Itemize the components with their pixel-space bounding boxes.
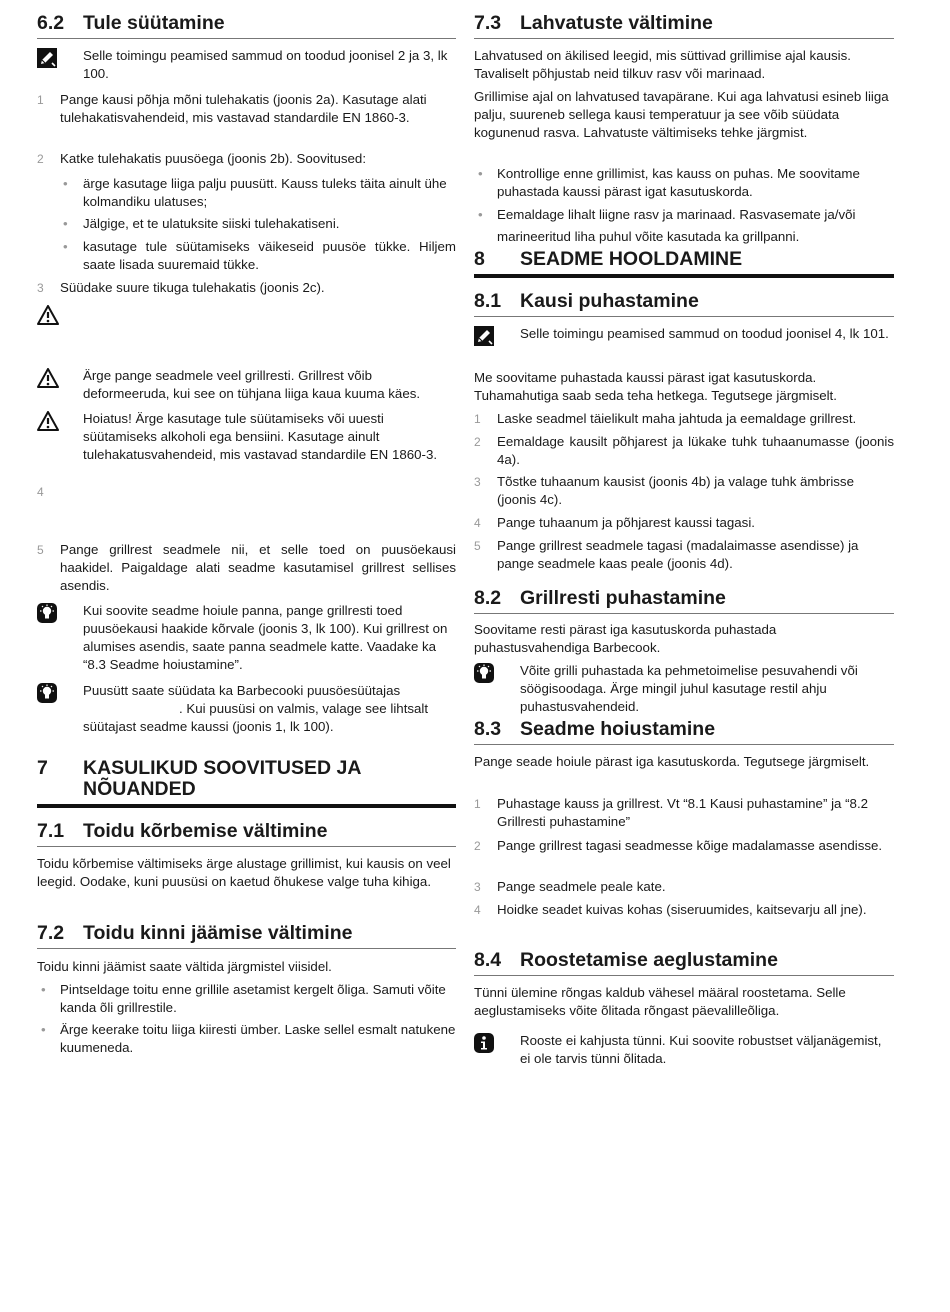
bullet-icon: •	[63, 176, 68, 191]
info-text: Rooste ei kahjusta tünni. Kui soovite robustset väljanägemist, ei ole tarvis tünni õlitada.	[520, 1033, 882, 1066]
warning-block-empty	[37, 304, 456, 326]
step-item	[474, 537, 894, 573]
tip-block	[37, 682, 456, 736]
heading-title: Toidu kõrbemise vältimine	[83, 820, 328, 842]
bullet-text: Pintseldage toitu enne grillile asetamist kergelt õliga. Samuti võite kanda õli grillrestile.	[60, 982, 446, 1015]
heading-8-1	[474, 290, 894, 317]
step-number: 4	[474, 903, 481, 917]
heading-number: 7.2	[37, 922, 65, 944]
bullet-item	[37, 1021, 456, 1057]
pencil-note-icon	[474, 326, 494, 346]
step-text: Hoidke seadet kuivas kohas (siseruumides, kaitsevarju all jne).	[497, 902, 867, 917]
step-text: Puhastage kauss ja grillrest. Vt “8.1 Kausi puhastamine” ja “8.2 Grillresti puhastamine”	[497, 796, 869, 829]
paragraph: Pange seade hoiule pärast iga kasutuskorda. Tegutsege järgmiselt.	[474, 754, 870, 769]
step-text: Pange grillrest seadmele nii, et selle toed on puusöekausi haakidel. Paigaldage alati seadme kasutamisel grillrest sellises asendis.	[60, 542, 456, 593]
step-number: 1	[37, 93, 44, 107]
heading-number: 8.4	[474, 949, 502, 971]
heading-number: 8.1	[474, 290, 502, 312]
bullet-item	[37, 175, 456, 211]
bullet-text-line: marineeritud liha puhul võite kasutada ka grillpanni.	[497, 229, 800, 244]
step-item	[474, 795, 894, 831]
step-text: Eemaldage kausilt põhjarest ja lükake tuhk tuhaanumasse (joonis 4a).	[497, 434, 894, 467]
heading-number: 7.1	[37, 820, 65, 842]
bullet-icon: •	[63, 216, 68, 231]
tip-text-line: süütajast seadme kaussi (joonis 1, lk 100).	[83, 719, 334, 734]
step-item	[474, 410, 894, 428]
heading-number: 8.2	[474, 587, 502, 609]
step-number: 2	[474, 839, 481, 853]
tip-text-line: . Kui puusüsi on valmis, valage see lihtsalt	[179, 701, 429, 716]
bullet-icon: •	[478, 166, 483, 181]
paragraph: Tünni ülemine rõngas kaldub vähesel määral roostetama. Selle aeglustamiseks võite õlitada rõngast päevalilleõliga.	[474, 985, 846, 1018]
note-figure-reference	[474, 325, 894, 343]
lightbulb-tip-icon	[37, 603, 57, 623]
heading-title: SEADME HOOLDAMINE	[520, 248, 743, 270]
step-text: Pange seadmele peale kate.	[497, 879, 666, 894]
heading-7-3	[474, 12, 894, 39]
bullet-item	[474, 206, 894, 246]
step-number: 4	[474, 516, 481, 530]
tip-text-line: Puusütt saate süüdata ka Barbecooki puusöesüütajas	[83, 683, 401, 698]
heading-8-2	[474, 587, 894, 614]
step-text: Laske seadmel täielikult maha jahtuda ja eemaldage grillrest.	[497, 411, 857, 426]
bullet-item	[37, 981, 456, 1017]
warning-triangle-icon	[37, 368, 57, 388]
pencil-note-icon	[37, 48, 57, 68]
bullet-icon: •	[478, 207, 483, 222]
step-number: 2	[37, 152, 44, 166]
bullet-icon: •	[41, 1022, 46, 1037]
lightbulb-tip-icon	[474, 663, 494, 683]
heading-number: 7	[37, 757, 48, 779]
step-number: 5	[474, 539, 481, 553]
tip-text: Kui soovite seadme hoiule panna, pange grillresti toed puusöekausi haakide kõrvale (joonis 3, lk 100). Kui grillrest on alumises asendis, saate panna seadmele katte. Vaadake ka “8.3 Seadme hoiustamine”.	[83, 603, 448, 672]
heading-title: Lahvatuste vältimine	[520, 12, 713, 34]
heading-7-1	[37, 820, 456, 847]
note-text: Selle toimingu peamised sammud on toodud joonisel 2 ja 3, lk 100.	[83, 48, 448, 81]
bullet-item	[37, 215, 456, 233]
note-text: Selle toimingu peamised sammud on toodud joonisel 4, lk 101.	[520, 326, 889, 341]
step-item	[474, 837, 894, 855]
step-number: 3	[37, 281, 44, 295]
step-item	[474, 433, 894, 469]
bullet-text: Jälgige, et te ulatuksite siiski tulehakatiseni.	[83, 216, 340, 231]
step-text: Pange grillrest seadmele tagasi (madalaimasse asendisse) ja pange seadmele kaas peale (joonis 4d).	[497, 538, 859, 571]
heading-title: KASULIKUD SOOVITUSED JA	[83, 757, 362, 779]
warning-triangle-icon	[37, 411, 57, 431]
lightbulb-tip-icon	[37, 683, 57, 703]
heading-8-4	[474, 949, 894, 976]
heading-title: Seadme hoiustamine	[520, 718, 716, 740]
bullet-text: kasutage tule süütamiseks väikeseid puusöe tükke. Hiljem saate lisada suuremaid tükke.	[83, 239, 456, 272]
info-block	[474, 1032, 894, 1068]
bullet-text-line: Eemaldage lihalt liigne rasv ja marinaad. Rasvasemate ja/või	[497, 207, 856, 222]
paragraph: Soovitame resti pärast iga kasutuskorda puhastada puhastusvahendiga Barbecook.	[474, 622, 777, 655]
step-text: Pange kausi põhja mõni tulehakatis (joonis 2a). Kasutage alati tulehakatisvahendeid, mis vastavad standardile EN 1860-3.	[60, 92, 427, 125]
bullet-icon: •	[41, 982, 46, 997]
warning-text: Ärge pange seadmele veel grillresti. Grillrest võib deformeeruda, kui see on tühjana liiga kaua kuuma käes.	[83, 368, 421, 401]
bullet-item	[474, 165, 894, 201]
heading-title: Kausi puhastamine	[520, 290, 699, 312]
step-item	[474, 901, 894, 919]
heading-title: Grillresti puhastamine	[520, 587, 726, 609]
warning-block	[37, 410, 456, 464]
step-number: 3	[474, 880, 481, 894]
step-text: Pange grillrest tagasi seadmesse kõige madalamasse asendisse.	[497, 838, 883, 853]
paragraph: Lahvatused on äkilised leegid, mis süttivad grillimise ajal kausis. Tavaliselt põhjustab neid tilkuv rasv või marinaad.	[474, 48, 851, 81]
bullet-icon: •	[63, 239, 68, 254]
info-icon	[474, 1033, 494, 1053]
heading-6-2	[37, 12, 456, 39]
heading-number: 8	[474, 248, 485, 270]
step-item	[474, 473, 894, 509]
step-item	[474, 514, 894, 532]
paragraph: Toidu kinni jäämist saate vältida järgmistel viisidel.	[37, 959, 332, 974]
heading-number: 7.3	[474, 12, 502, 34]
step-number: 1	[474, 797, 481, 811]
bullet-text: ärge kasutage liiga palju puusütt. Kauss tuleks täita ainult ühe kolmandiku ulatuses;	[83, 176, 447, 209]
step-text: Tõstke tuhaanum kausist (joonis 4b) ja valage tuhk ämbrisse (joonis 4c).	[497, 474, 854, 507]
heading-7-2	[37, 922, 456, 949]
warning-block	[37, 367, 456, 403]
step-number: 1	[474, 412, 481, 426]
step-item	[474, 878, 894, 896]
tip-block	[474, 662, 894, 716]
paragraph: Grillimise ajal on lahvatused tavapärane. Kui aga lahvatusi esineb liiga palju, suureneb sellega kausi temperatuur ja see võib süüdata kogunenud rasva. Lahvatuste vältimiseks tehke järgmist.	[474, 89, 889, 140]
step-number: 5	[37, 543, 44, 557]
warning-triangle-icon	[37, 305, 57, 325]
step-item	[37, 279, 456, 297]
step-item	[37, 541, 456, 595]
heading-title: Toidu kinni jäämise vältimine	[83, 922, 353, 944]
heading-title: NÕUANDED	[83, 778, 196, 800]
step-text: Pange tuhaanum ja põhjarest kaussi tagasi.	[497, 515, 755, 530]
step-item	[37, 150, 456, 168]
step-number: 3	[474, 475, 481, 489]
step-text: Katke tulehakatis puusöega (joonis 2b). Soovitused:	[60, 151, 367, 166]
step-number: 4	[37, 485, 44, 499]
heading-number: 6.2	[37, 12, 65, 34]
heading-title: Roostetamise aeglustamine	[520, 949, 778, 971]
heading-number: 8.3	[474, 718, 502, 740]
step-number: 2	[474, 435, 481, 449]
heading-7	[37, 758, 456, 808]
warning-text: Hoiatus! Ärge kasutage tule süütamiseks või uuesti süütamiseks alkoholi ega bensiini. Kasutage ainult tulehakatusvahendeid, mis vastavad standardile EN 1860-3.	[83, 411, 438, 462]
paragraph: Me soovitame puhastada kaussi pärast igat kasutuskorda. Tuhamahutiga saab seda teha hetkega. Tegutsege järgmiselt.	[474, 370, 837, 403]
step-text: Süüdake suure tikuga tulehakatis (joonis 2c).	[60, 280, 325, 295]
heading-8-3	[474, 718, 894, 745]
bullet-item	[37, 238, 456, 274]
bullet-text: Kontrollige enne grillimist, kas kauss on puhas. Me soovitame puhastada kaussi pärast igat kasutuskorda.	[497, 166, 860, 199]
heading-8	[474, 249, 894, 278]
tip-text: Võite grilli puhastada ka pehmetoimelise pesuvahendi või söögisoodaga. Ärge mingil juhul kasutage restil ahju puhastusvahendeid.	[520, 663, 858, 714]
step-item	[37, 91, 456, 127]
tip-block	[37, 602, 456, 674]
paragraph: Toidu kõrbemise vältimiseks ärge alustage grillimist, kui kausis on veel leegid. Oodake, kuni puusüsi on kaetud õhukese valge tuha kihiga.	[37, 856, 451, 889]
bullet-text: Ärge keerake toitu liiga kiiresti ümber. Laske sellel esmalt natukene kuumeneda.	[60, 1022, 456, 1055]
heading-title: Tule süütamine	[83, 12, 225, 34]
note-figure-reference	[37, 47, 456, 83]
